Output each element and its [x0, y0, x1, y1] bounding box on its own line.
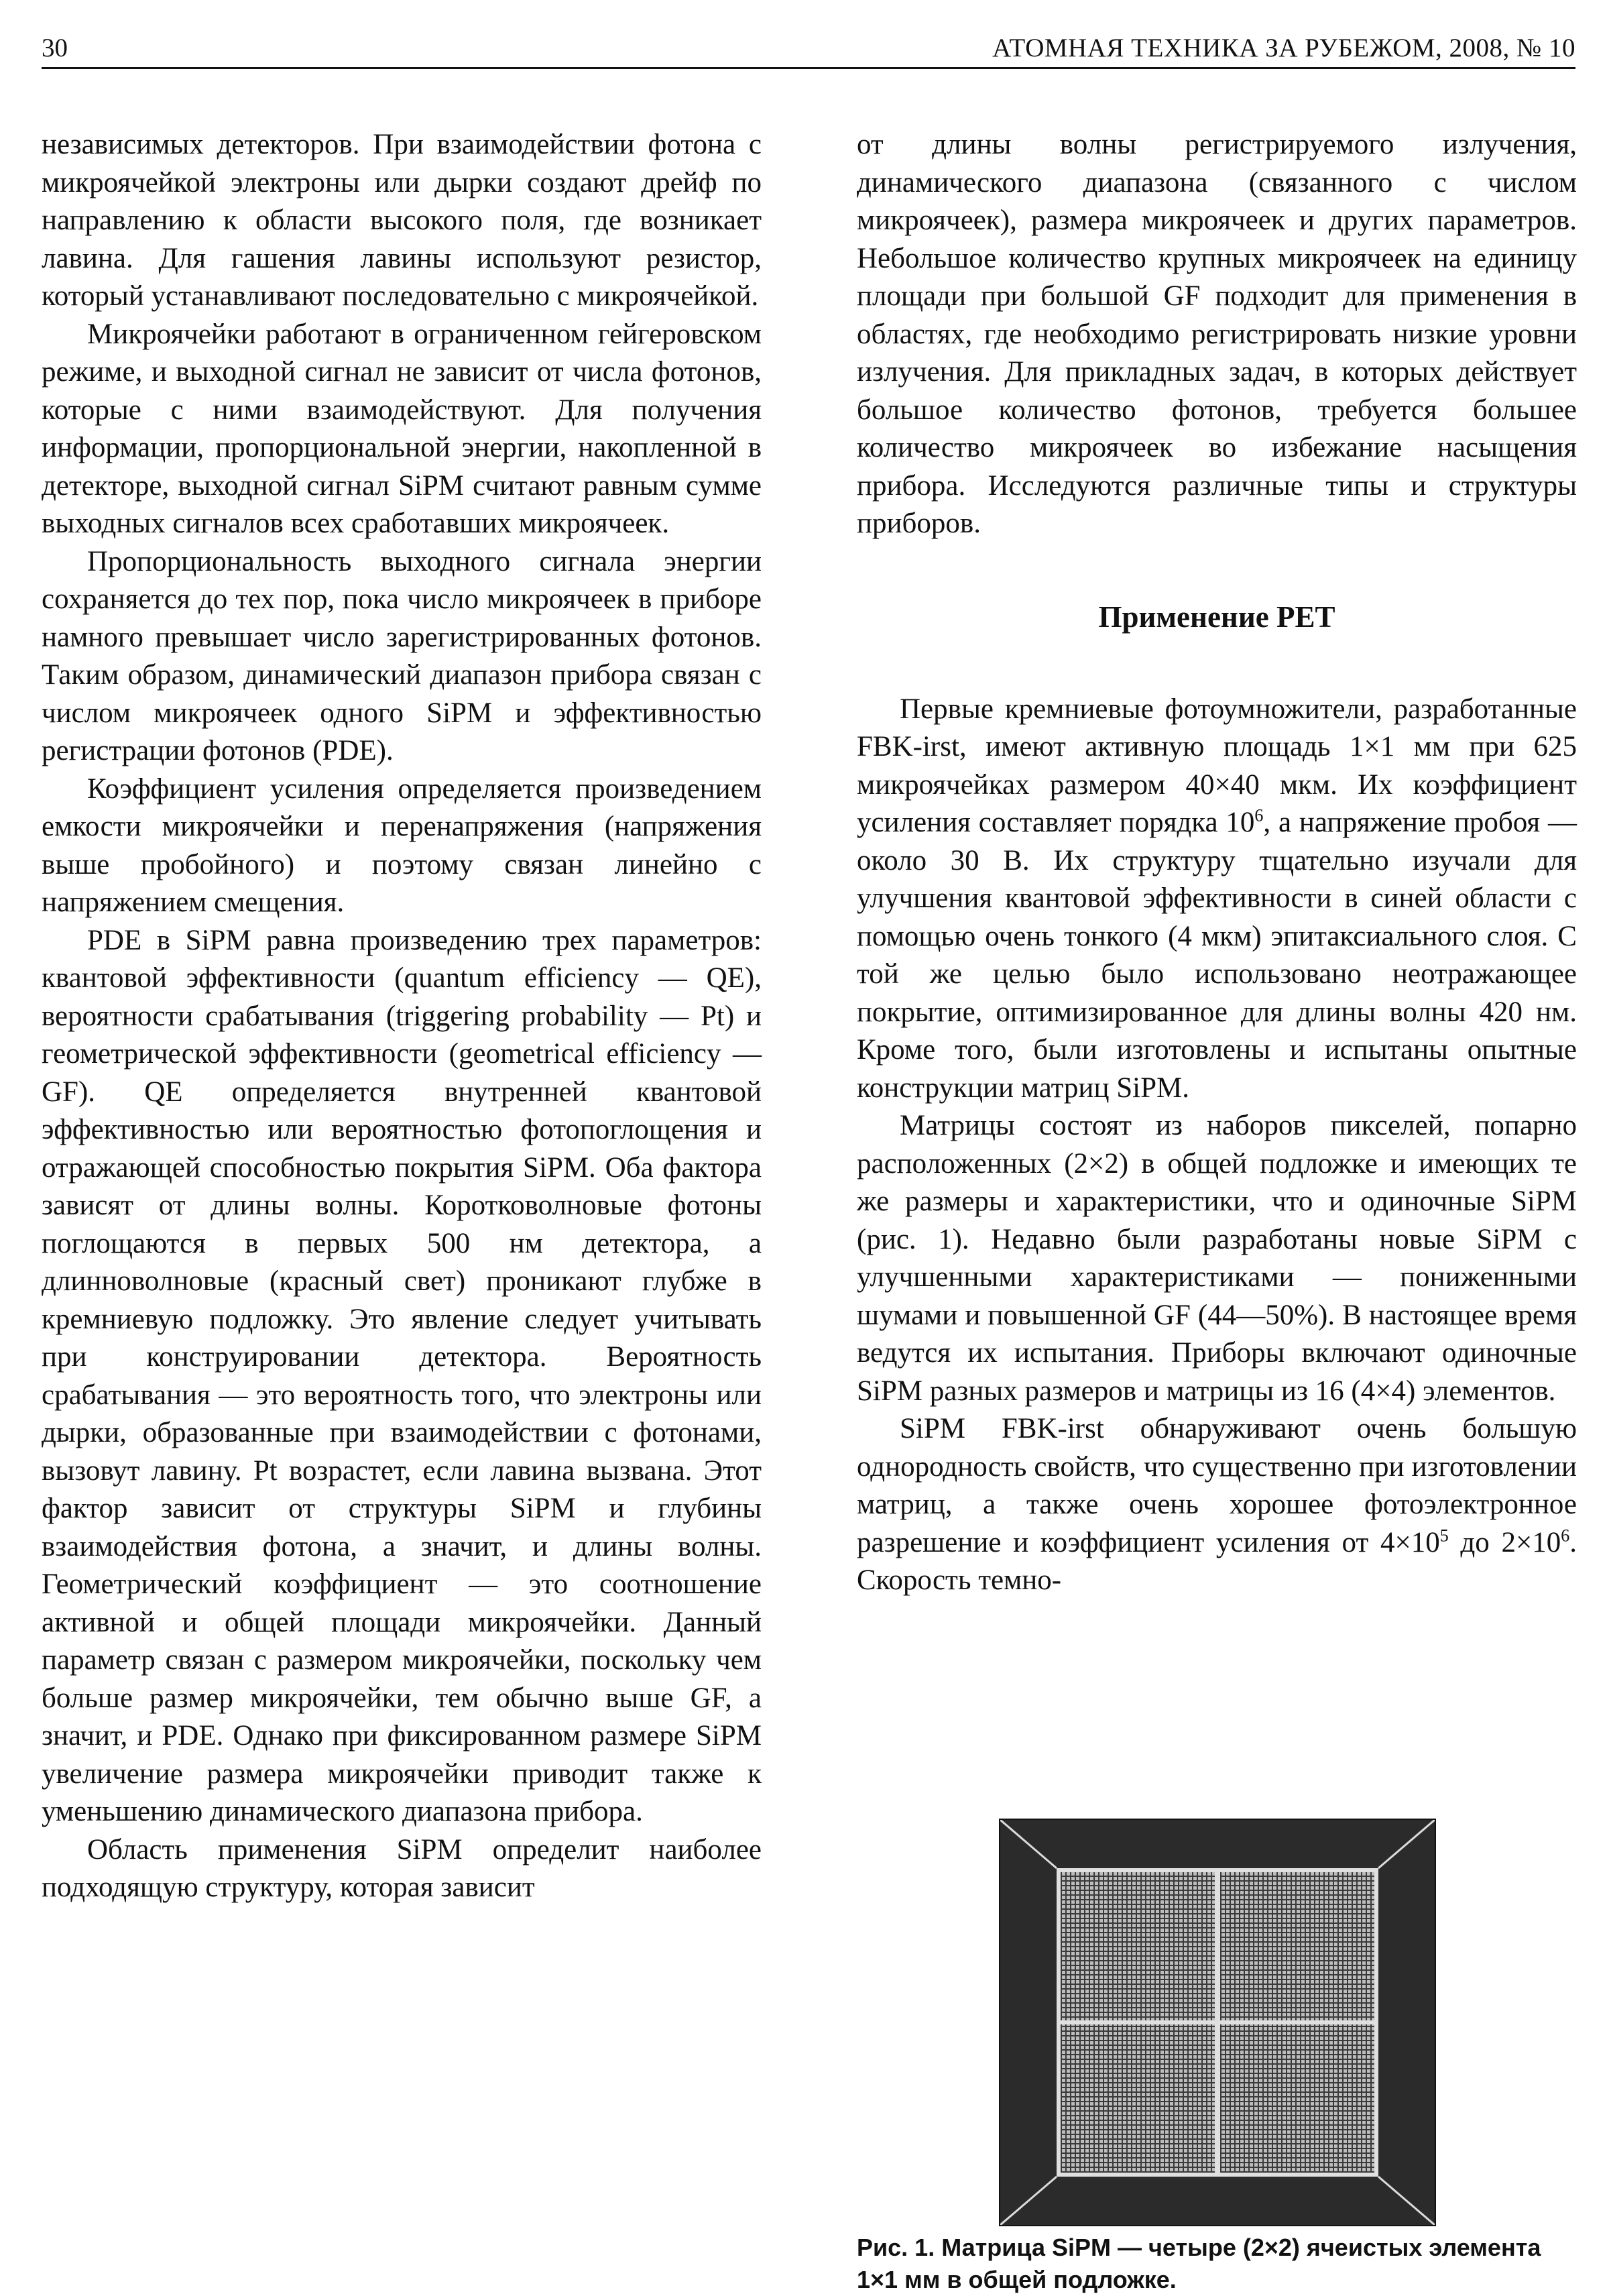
- sipm-matrix-image: [1000, 1820, 1435, 2225]
- superscript: 5: [1439, 1526, 1449, 1546]
- right-column: [857, 126, 1577, 1600]
- section-title: Применение PET: [1098, 599, 1335, 634]
- paragraph: от длины волны регистрируемого излучения, динамического диапазона (связанного с числом микроячеек), размера микроячеек и других параметров. Небольшое количество крупных микроячеек на единицу площади при большой GF подходит для применения в областях, где необходимо регистрировать низкие уровни излучения. Для прикладных задач, в которых действует большое количество фотонов, требуется большее количество микроячеек во избежание насыщения прибора. Исследуются различные типы и структуры приборов.: [857, 129, 1577, 539]
- page-number: 30: [42, 34, 68, 62]
- superscript: 6: [1254, 805, 1264, 825]
- journal-title: АТОМНАЯ ТЕХНИКА ЗА РУБЕЖОМ, 2008, № 10: [992, 34, 1575, 62]
- caption-text: Матрица SiPM — четыре (2×2) ячеистых элемента 1×1 мм в общей подложке.: [857, 2234, 1541, 2293]
- paragraph: Область применения SiPM определит наиболее подходящую структуру, которая зависит: [42, 1833, 762, 1903]
- superscript: 6: [1561, 1526, 1570, 1546]
- text-run: до 2×10: [1448, 1526, 1561, 1558]
- paragraph: Коэффициент усиления определяется произведением емкости микроячейки и перенапряжения (напряжения выше пробойного) и поэтому связан линейно с напряжением смещения.: [42, 772, 762, 918]
- paragraph: [857, 691, 1577, 1108]
- text-run: SiPM FBK-irst обнаруживают очень большую однородность свойств, что существенно при изготовлении матриц, а также очень хорошее фотоэлектронное разрешение и коэффициент усиления от 4×10: [857, 1413, 1577, 1558]
- paragraph: Пропорциональность выходного сигнала энергии сохраняется до тех пор, пока число микроячеек в приборе намного превышает число зарегистрированных фотонов. Таким образом, динамический диапазон прибора связан с числом микроячеек одного SiPM и эффективностью регистрации фотонов (PDE).: [42, 545, 762, 766]
- paragraph: PDE в SiPM равна произведению трех параметров: квантовой эффективности (quantum efficiency — QE), вероятности срабатывания (triggering probability — Pt) и геометрической эффективности (geometrical efficiency — GF). QE определяется внутренней квантовой эффективностью или вероятностью фотопоглощения и отражающей способностью покрытия SiPM. Оба фактора зависят от длины волны. Коротковолновые фотоны поглощаются в первых 500 нм детектора, а длинноволновые (красный свет) проникают глубже в кремниевую подложку. Это явление следует учитывать при конструировании детектора. Вероятность срабатывания — это вероятность того, что электроны или дырки, образованные при взаимодействии с фотонами, вызовут лавину. Pt возрастет, если лавина вызвана. Этот фактор зависит от структуры SiPM и глубины взаимодействия фотона, а значит, и длины волны. Геометрический коэффициент — это соотношение активной и общей площади микроячейки. Данный параметр связан с размером микроячейки, поскольку чем больше размер микроячейки, тем обычно выше GF, а значит, и PDE. Однако при фиксированном размере SiPM увеличение размера микроячейки приводит также к уменьшению динамического диапазона прибора.: [42, 924, 762, 1827]
- caption-label: Рис. 1.: [857, 2234, 935, 2261]
- pixel-element-3: [1061, 2024, 1215, 2173]
- pixel-element-4: [1220, 2024, 1374, 2173]
- left-column: [42, 126, 762, 1907]
- page-header: [42, 30, 1575, 69]
- paragraph: Матрицы состоят из наборов пикселей, попарно расположенных (2×2) в общей подложке и имеющих те же размеры и характеристики, что и одиночные SiPM (рис. 1). Недавно были разработаны новые SiPM с улучшенными характеристиками — пониженными шумами и повышенной GF (44—50%). В настоящее время ведутся их испытания. Приборы включают одиночные SiPM разных размеров и матрицы из 16 (4×4) элементов.: [857, 1110, 1577, 1407]
- pixel-element-1: [1061, 1872, 1215, 2020]
- pixel-element-2: [1220, 1872, 1374, 2020]
- text-run: , а напряжение пробоя — около 30 В. Их структуру тщательно изучали для улучшения квантовой эффективности в синей области с помощью очень тонкого (4 мкм) эпитаксиального слоя. С той же целью было использовано неотражающее покрытие, оптимизированное для длины волны 420 нм. Кроме того, были изготовлены и испытаны опытные конструкции матриц SiPM.: [857, 807, 1577, 1104]
- text-run: . Скорость темно-: [857, 1526, 1577, 1596]
- paragraph: Микроячейки работают в ограниченном гейгеровском режиме, и выходной сигнал не зависит от числа фотонов, которые с ними взаимодействуют. Для получения информации, пропорциональной энергии, накопленной в детекторе, выходной сигнал SiPM считают равным сумме выходных сигналов всех сработавших микроячеек.: [42, 318, 762, 539]
- figure-caption: [857, 2232, 1577, 2296]
- paragraph: [857, 1410, 1577, 1600]
- paragraph: независимых детекторов. При взаимодействии фотона с микроячейкой электроны или дырки создают дрейф по направлению к области высокого поля, где возникает лавина. Для гашения лавины используют резистор, который устанавливают последовательно с микроячейкой.: [42, 129, 762, 312]
- text-run: Первые кремниевые фотоумножители, разработанные FBK-irst, имеют активную площадь 1×1 мм при 625 микроячейках размером 40×40 мкм. Их коэффициент усиления составляет порядка 10: [857, 693, 1577, 838]
- sipm-matrix-figure: [999, 1819, 1436, 2226]
